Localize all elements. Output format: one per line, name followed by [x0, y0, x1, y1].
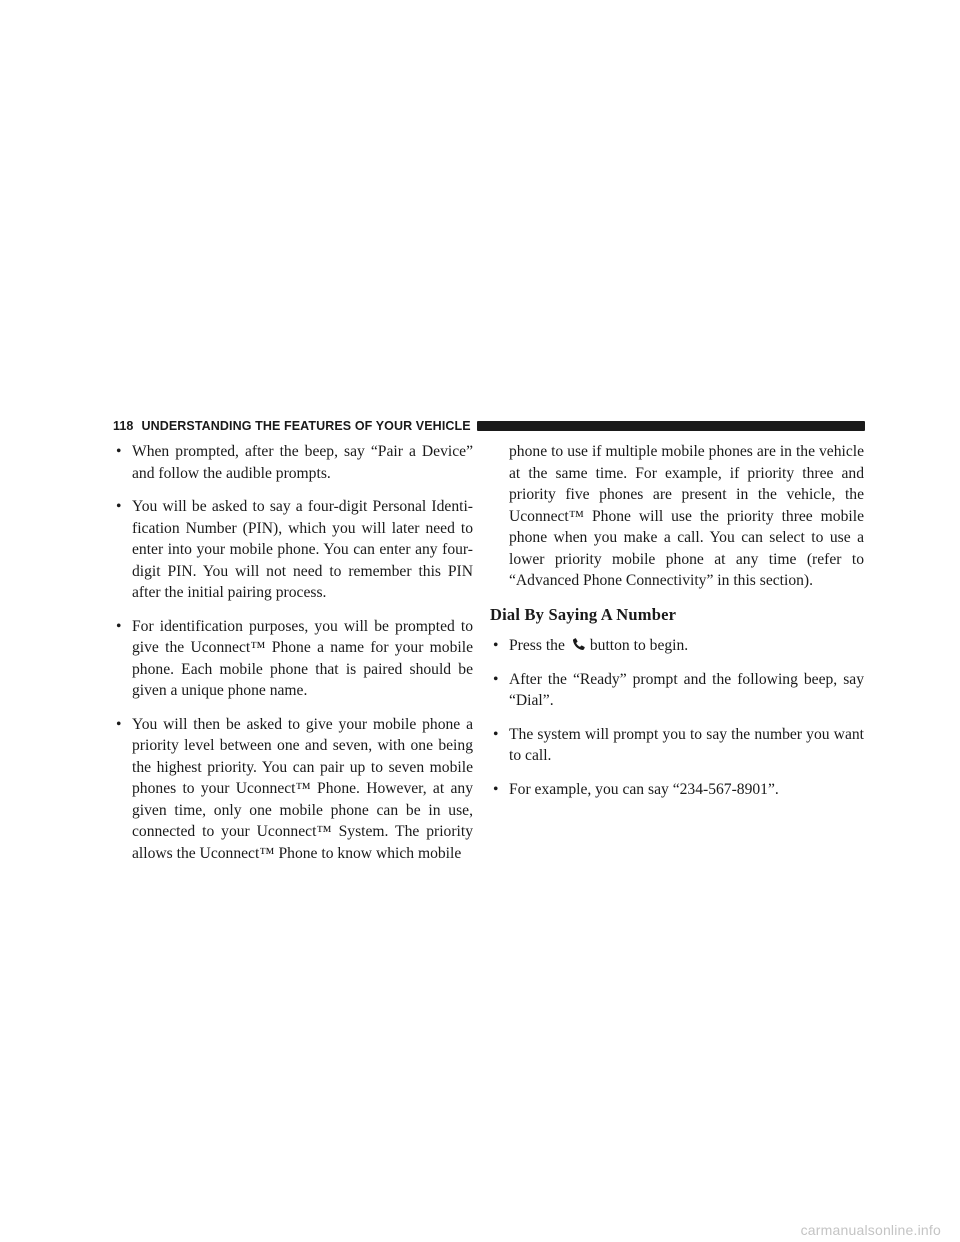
bullet-text-press: Press the [509, 637, 565, 654]
bullet-mark: • [493, 637, 499, 654]
bullet-text: For example, you can say “234-567-8901”. [509, 780, 779, 798]
bullet-item [113, 616, 473, 702]
right-column [490, 441, 864, 812]
bullet-item [113, 714, 473, 865]
bullet-mark: • [116, 498, 122, 515]
bullet-text: For identification purposes, you will be prompted to give the Uconnect™ Phone a name for your mobile phone. Each mobile phone that is paired should be given a unique phone name. [132, 617, 473, 699]
bullet-item [490, 635, 864, 657]
left-column [113, 441, 473, 876]
bullet-mark: • [116, 617, 122, 635]
page-header [113, 417, 865, 435]
bullet-text: You will be asked to say a four-digit Personal Identi-fication Number (PIN), which you will later need to enter into your mobile phone. You can enter any four-digit PIN. You will not need to remember this PIN after the initial pairing process. [132, 498, 473, 601]
bullet-mark: • [116, 443, 122, 460]
bullet-item [490, 724, 864, 767]
bullet-item [113, 496, 473, 604]
bullet-text-press-after: button to begin. [589, 637, 689, 654]
bullet-text: You will then be asked to give your mobile phone a priority level between one and seven, with one being the highest priority. You can pair up to seven mobile phones to your Uconnect™ Phone. However, at any given time, only one mobile phone can be in use, connected to your Uconnect™ System. The priority allows the Uconnect™ Phone to know which mobile [132, 715, 473, 862]
bullet-text: The system will prompt you to say the number you want to call. [509, 725, 864, 764]
bullet-text: After the “Ready” prompt and the following beep, say “Dial”. [509, 670, 864, 709]
bullet-item [113, 441, 473, 484]
bullet-mark: • [493, 670, 499, 688]
bullet-mark: • [116, 715, 122, 733]
bullet-mark: • [493, 780, 499, 798]
section-heading: Dial By Saying A Number [490, 604, 677, 624]
bullet-text: When prompted, after the beep, say “Pair a Device” and follow the audible prompts. [132, 443, 473, 482]
header-rule [477, 421, 865, 431]
bullet-item [490, 779, 864, 801]
bullet-mark: • [493, 725, 499, 743]
phone-handset-icon [571, 637, 586, 652]
continued-bullet-text: phone to use if multiple mobile phones are in the vehicle at the same time. For example, if priority three and priority five phones are present in the vehicle, the Uconnect™ Phone will use the priority three mobile phone when you make a call. You can select to use a lower priority mobile phone at any time (refer to “Advanced Phone Connectivity” in this section). [509, 443, 864, 589]
bullet-item [490, 669, 864, 712]
site-watermark: carmanualsonline.info [800, 1222, 941, 1238]
section-title: UNDERSTANDING THE FEATURES OF YOUR VEHICLE [141, 419, 471, 433]
page-number: 118 [113, 419, 134, 433]
